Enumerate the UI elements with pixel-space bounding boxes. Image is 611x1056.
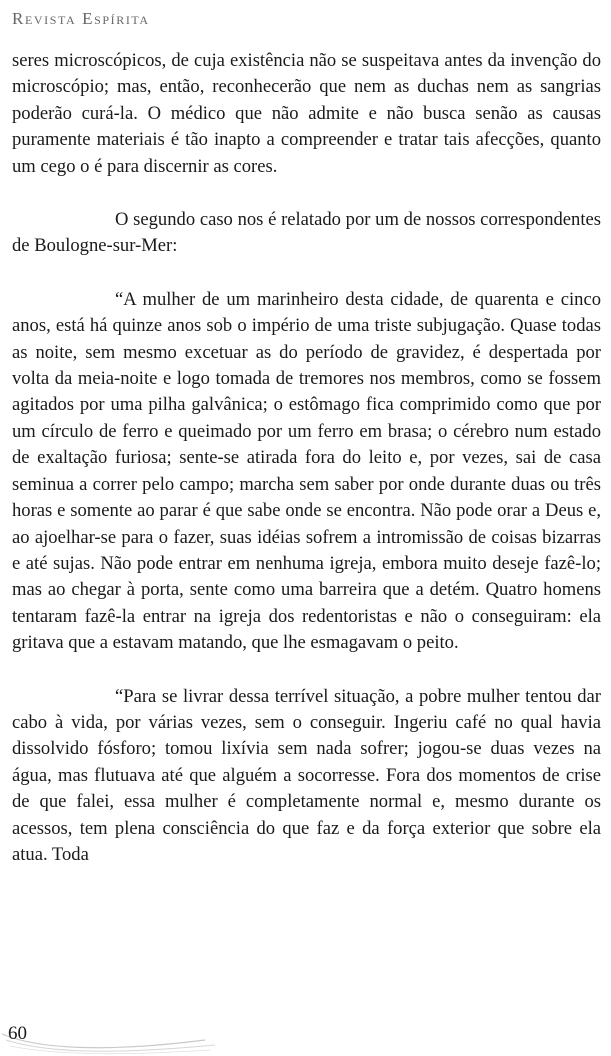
running-head: Revista Espírita bbox=[12, 9, 150, 28]
paragraph: “A mulher de um marinheiro desta cidade, de quarenta e cinco anos, está há quinze anos sob o império de uma triste subjugação. Quase todas as noite, sem mesmo excetuar as do período de gravidez, é despertada por volta da meia-noite e logo tomada de tremores nos membros, como se fossem agitados por uma pilha galvânica; o estômago fica comprimido como que por um círculo de ferro e queimado por um ferro em brasa; o cérebro num estado de exaltação furiosa; sente-se atirada fora do leito e, por vezes, sai de casa seminua a correr pelo campo; marcha sem saber por onde durante duas ou três horas e somente ao parar é que sabe onde se encontra. Não pode orar a Deus e, ao ajoelhar-se para o fazer, suas idéias sofrem a intromissão de coisas bizarras e até sujas. Não pode entrar em nenhuma igreja, embora muito deseje fazê-lo; mas ao chegar à porta, sente como uma barreira que a detém. Quatro homens tentaram fazê-la entrar na igreja dos redentoristas e não o conseguiram: ela gritava que a estavam matando, que lhe esmagavam o peito. bbox=[12, 288, 601, 654]
paragraph: O segundo caso nos é relatado por um de nossos correspondentes de Boulogne-sur-Mer: bbox=[12, 209, 601, 257]
paragraph: seres microscópicos, de cuja existência não se suspeitava antes da invenção do microscópio; mas, então, reconhecerão que nem as duchas nem as sangrias poderão curá-la. O médico que não admite e não busca senão as causas puramente materiais é tão inapto a compreender e tratar tais afecções, quanto um cego o é para discernir as cores. bbox=[12, 50, 601, 177]
page-body bbox=[12, 48, 601, 895]
page-number: 60 bbox=[8, 1023, 27, 1044]
decorative-swoosh bbox=[0, 1020, 220, 1056]
paragraph: “Para se livrar dessa terrível situação, a pobre mulher tentou dar cabo à vida, por várias vezes, sem o conseguir. Ingeriu café no qual havia dissolvido fósforo; tomou lixívia sem nada sofrer; jogou-se duas vezes na água, mas flutuava até que alguém a socorresse. Fora dos momentos de crise de que falei, essa mulher é completamente normal e, mesmo durante os acessos, tem plena consciência do que faz e da força exterior que sobre ela atua. Toda bbox=[12, 685, 601, 865]
